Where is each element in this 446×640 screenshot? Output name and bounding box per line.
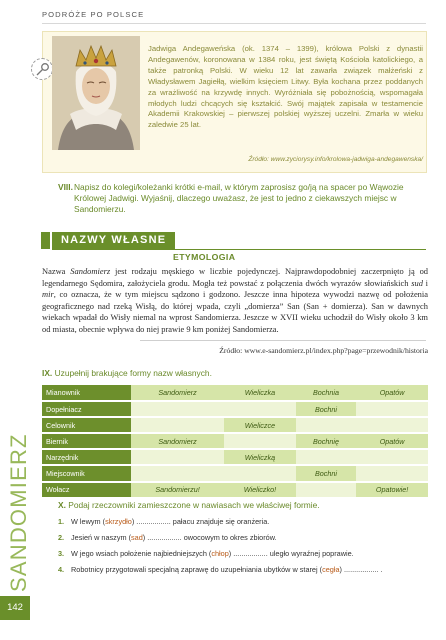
blank-cell[interactable] — [296, 449, 356, 465]
term-sandomierz: Sandomierz — [70, 266, 111, 276]
exercise-number: 1. — [58, 517, 65, 526]
queen-jadwiga-portrait — [52, 36, 140, 150]
exercise-number: 4. — [58, 565, 65, 575]
table-cell: Wieliczce — [224, 417, 296, 433]
exercise-text: W lewym ( — [71, 517, 106, 526]
table-cell: Wieliczka — [224, 385, 296, 401]
task-9 — [42, 368, 212, 378]
blank-cell[interactable] — [131, 449, 224, 465]
table-cell: Opatowie! — [356, 482, 428, 498]
table-cell: Wieliczką — [224, 449, 296, 465]
term-sud: sud — [411, 277, 423, 288]
exercise-number: 2. — [58, 533, 65, 543]
task-10-text: Podaj rzeczowniki zamieszczone w nawiasach we właściwej formie. — [68, 500, 320, 510]
case-name: Wołacz — [42, 482, 131, 498]
table-row — [42, 449, 428, 465]
table-cell: Bochnia — [296, 385, 356, 401]
table-cell: Sandomierz — [131, 433, 224, 449]
table-cell: Opatów — [356, 433, 428, 449]
case-name: Narzędnik — [42, 449, 131, 465]
hint-word: chłop — [211, 549, 229, 559]
exercise-text: ) ................. pałacu znajduje się oranżeria. — [131, 517, 270, 526]
blank-cell[interactable] — [356, 417, 428, 433]
list-item — [58, 533, 428, 543]
list-item — [58, 565, 428, 575]
section-title: NAZWY WŁASNE — [52, 232, 175, 249]
blank-cell[interactable] — [131, 465, 224, 481]
exercise-text: ) ................. uległo wyraźnej poprawie. — [228, 549, 354, 559]
task-8-number: VIII. — [58, 182, 73, 192]
etymology-title: ETYMOLOGIA — [173, 252, 236, 262]
table-row — [42, 401, 428, 417]
table-row — [42, 482, 428, 498]
task-10-number: X. — [58, 500, 66, 510]
exercise-text: ) ................. owocowym to okres zbiorów. — [142, 533, 277, 543]
blank-cell[interactable] — [356, 449, 428, 465]
header-rule — [42, 23, 426, 24]
section-rule — [52, 249, 426, 250]
blank-cell[interactable] — [224, 433, 296, 449]
case-name: Miejscownik — [42, 465, 131, 481]
source-rule — [140, 340, 426, 341]
blank-cell[interactable] — [296, 482, 356, 498]
table-row — [42, 433, 428, 449]
list-item — [58, 517, 428, 527]
blank-cell[interactable] — [356, 401, 428, 417]
term-mir: mir — [42, 289, 54, 300]
etymology-source: Źródło: www.e-sandomierz.pl/index.php?page=przewodnik/historia — [219, 346, 428, 355]
case-name: Celownik — [42, 417, 131, 433]
list-item — [58, 549, 428, 559]
task-9-text: Uzupełnij brakujące formy nazw własnych. — [54, 368, 212, 378]
exercise-text: ) ................. . — [339, 565, 383, 575]
hint-word: cegła — [322, 565, 340, 575]
case-name: Biernik — [42, 433, 131, 449]
table-cell: Wieliczko! — [224, 482, 296, 498]
running-header: PODRÓŻE PO POLSCE — [42, 10, 145, 19]
exercise-number: 3. — [58, 549, 65, 559]
biography-text: Jadwiga Andegaweńska (ok. 1374 – 1399), królowa Polski z dynastii Andegawenów, koronowana w 1384 roku, jest świętą Kościoła katolickiego, a także patronką Polski. W wieku 12 lat zawarła związek małżeński z Władysławem Jagiełłą, wielkim księciem Litwy. Była kochana przez poddanych za wrażliwość na krzywdę innych. Wyróżniała się pobożnością, wspomagała młodych ludzi chcących się kształcić. Swój majątek zapisała w testamencie Akademii Krakowskiej – pierwszej polskiej wyższej uczelni. Zmarła w wieku zaledwie 25 lat. — [148, 44, 423, 130]
blank-cell[interactable] — [296, 417, 356, 433]
table-cell: Sandomierzu! — [131, 482, 224, 498]
case-name: Dopełniacz — [42, 401, 131, 417]
side-label: SANDOMIERZ — [6, 433, 31, 592]
exercise-text: Robotnicy przygotowali specjalną zaprawę do uzupełniania ubytków w starej ( — [71, 565, 323, 575]
table-row — [42, 385, 428, 401]
task-10 — [58, 500, 320, 510]
exercise-text: W jego wsiach położenie najbiedniejszych ( — [71, 549, 212, 559]
declension-table — [42, 385, 428, 499]
etymology-text: Nazwa Sandomierz jest rodzaju męskiego w liczbie pojedynczej. Najprawdopodobniej zaczerpnięto ją od legendarnego Sędomira, założyciela grodu. Mogła też powstać z połączenia dwóch wyrazów słowiańskich sud i mir, co oznacza, że w tym miejscu sądzono i godzono. Jeszcze inna hipoteza wywodzi nazwę od położenia geograficznego nad rzeką Wisłą, do której wpada, czyli „domierza” San (San + domierza). San w dawnych wiekach wpadał do Wisły niemal na wprost Sandomierza. Jeszcze w XVII wieku uchodził do Wisły około 3 km od miasta, obecnie wpływa do niej prawie 9 km poniżej Sandomierza. — [42, 266, 429, 334]
task-8-text: Napisz do kolegi/koleżanki krótki e-mail, w którym zaprosisz go/ją na spacer po Wąwozie Królowej Jadwigi. Wyjaśnij, dlaczego uważasz, że jest to jedno z ciekawszych miejsc w Sandomierzu. — [74, 182, 404, 214]
blank-cell[interactable] — [356, 465, 428, 481]
case-name: Mianownik — [42, 385, 131, 401]
hint-word: skrzydło — [105, 517, 132, 526]
blank-cell[interactable] — [131, 401, 224, 417]
task-9-number: IX. — [42, 368, 53, 378]
table-row — [42, 417, 428, 433]
blank-cell[interactable] — [131, 417, 224, 433]
hint-word: sad — [131, 533, 143, 543]
table-cell: Opatów — [356, 385, 428, 401]
table-cell: Bochni — [296, 401, 356, 417]
table-cell: Bochnię — [296, 433, 356, 449]
pin-icon — [31, 58, 53, 80]
blank-cell[interactable] — [224, 465, 296, 481]
table-cell: Bochni — [296, 465, 356, 481]
table-row — [42, 465, 428, 481]
page-number: 142 — [0, 596, 30, 620]
section-tab — [41, 232, 50, 249]
biography-source: Źródło: www.zyciorysy.info/krolowa-jadwiga-andegawenska/ — [248, 156, 423, 163]
blank-cell[interactable] — [224, 401, 296, 417]
exercise-text: Jesień w naszym ( — [71, 533, 132, 543]
table-cell: Sandomierz — [131, 385, 224, 401]
exercise-list — [58, 517, 428, 581]
